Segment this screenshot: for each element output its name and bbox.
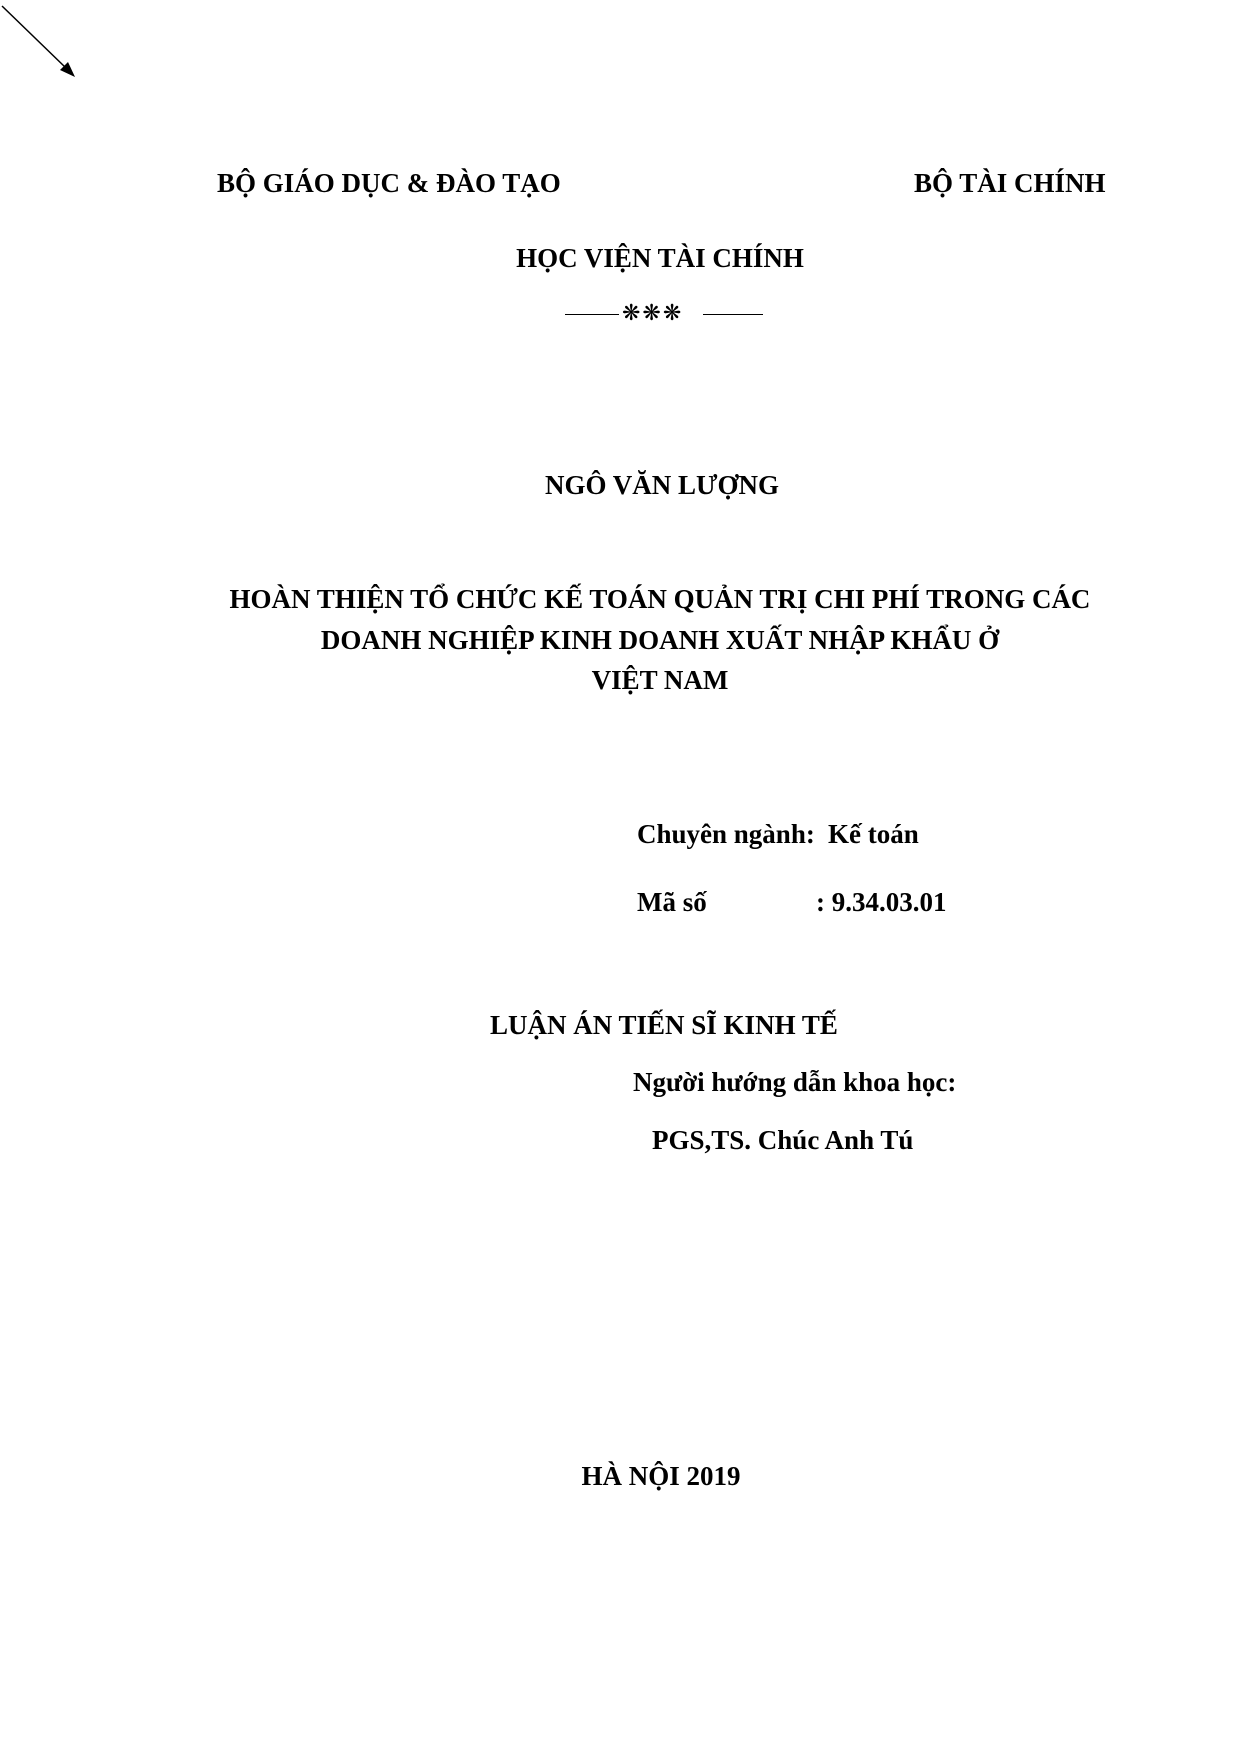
- thesis-title-line-1: HOÀN THIỆN TỔ CHỨC KẾ TOÁN QUẢN TRỊ CHI PHÍ TRONG CÁC: [229, 584, 1091, 614]
- ornament-rule-right: [703, 314, 763, 315]
- specialization-value: Kế toán: [828, 819, 919, 849]
- arrow-icon: [0, 0, 90, 90]
- ornament-divider: [565, 300, 763, 330]
- code-value: : 9.34.03.01: [816, 887, 947, 917]
- ornament-rule-left: [565, 314, 619, 315]
- thesis-title-line-2: DOANH NGHIỆP KINH DOANH XUẤT NHẬP KHẨU Ở: [320, 625, 1000, 655]
- ministry-left: BỘ GIÁO DỤC & ĐÀO TẠO: [217, 168, 561, 198]
- thesis-title-line-3: VIỆT NAM: [591, 665, 729, 695]
- author-name: NGÔ VĂN LƯỢNG: [544, 470, 779, 500]
- specialization-label: Chuyên ngành:: [637, 819, 815, 849]
- ministry-right: BỘ TÀI CHÍNH: [914, 168, 1106, 198]
- place-year: HÀ NỘI 2019: [581, 1461, 741, 1491]
- advisor-label: Người hướng dẫn khoa học:: [633, 1067, 957, 1097]
- advisor-name: PGS,TS. Chúc Anh Tú: [652, 1125, 914, 1155]
- degree-title: LUẬN ÁN TIẾN SĨ KINH TẾ: [490, 1010, 838, 1040]
- academy-name: HỌC VIỆN TÀI CHÍNH: [516, 243, 804, 273]
- ornament-stars-icon: ❋❋❋: [622, 300, 684, 325]
- code-label: Mã số: [637, 887, 707, 917]
